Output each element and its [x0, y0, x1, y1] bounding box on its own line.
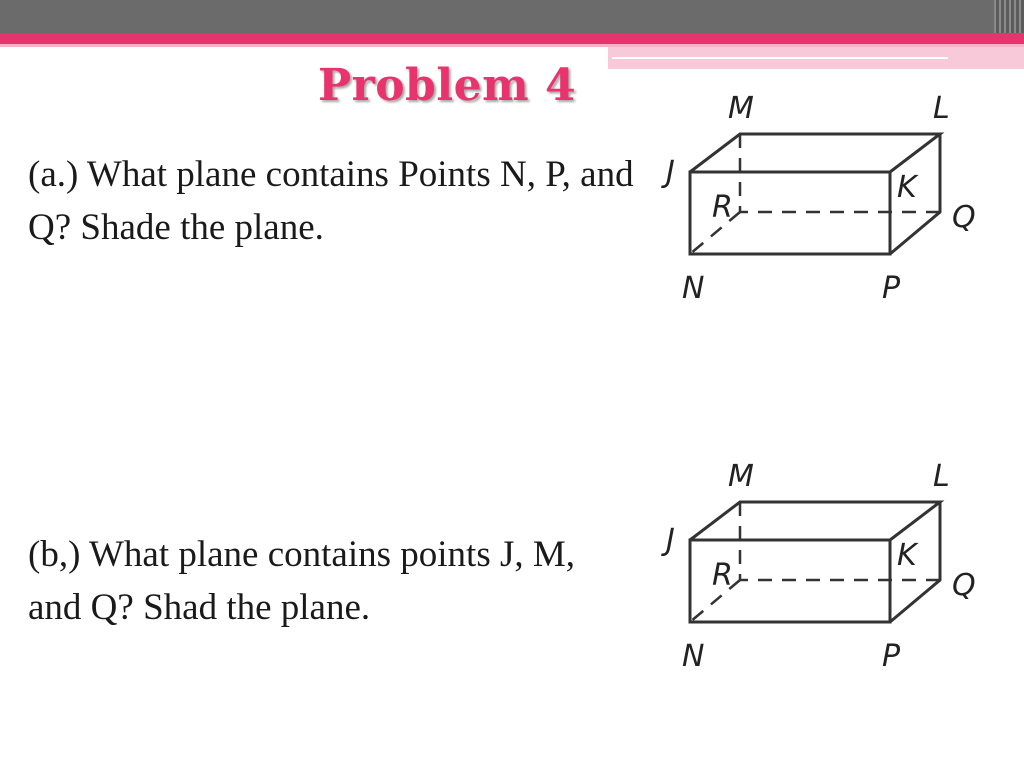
top-header-bar	[0, 0, 1024, 33]
label-J: J	[666, 523, 675, 558]
label-P: P	[882, 639, 901, 674]
accent-band	[0, 33, 1024, 44]
label-L: L	[933, 459, 950, 494]
accent-tab-line	[612, 57, 948, 59]
slide-title: Problem 4	[318, 60, 577, 111]
prism-diagram-a	[660, 82, 990, 312]
label-L: L	[933, 91, 950, 126]
prism-diagram-b	[660, 450, 990, 680]
label-Q: Q	[952, 200, 976, 235]
label-N: N	[682, 639, 705, 674]
question-a: (a.) What plane contains Points N, P, and Q? Shade the plane.	[28, 154, 634, 248]
label-M: M	[728, 91, 754, 126]
header-bar-stripes	[994, 0, 1024, 33]
prism-top-face	[690, 502, 940, 540]
label-K: K	[897, 538, 917, 573]
label-P: P	[882, 271, 901, 306]
label-J: J	[666, 155, 675, 190]
label-M: M	[728, 459, 754, 494]
question-b: (b,) What plane contains points J, M, and Q? Shad the plane.	[28, 534, 576, 628]
label-R: R	[712, 558, 733, 593]
label-N: N	[682, 271, 705, 306]
label-R: R	[712, 190, 733, 225]
label-K: K	[897, 170, 917, 205]
label-Q: Q	[952, 568, 976, 603]
prism-top-face	[690, 134, 940, 172]
